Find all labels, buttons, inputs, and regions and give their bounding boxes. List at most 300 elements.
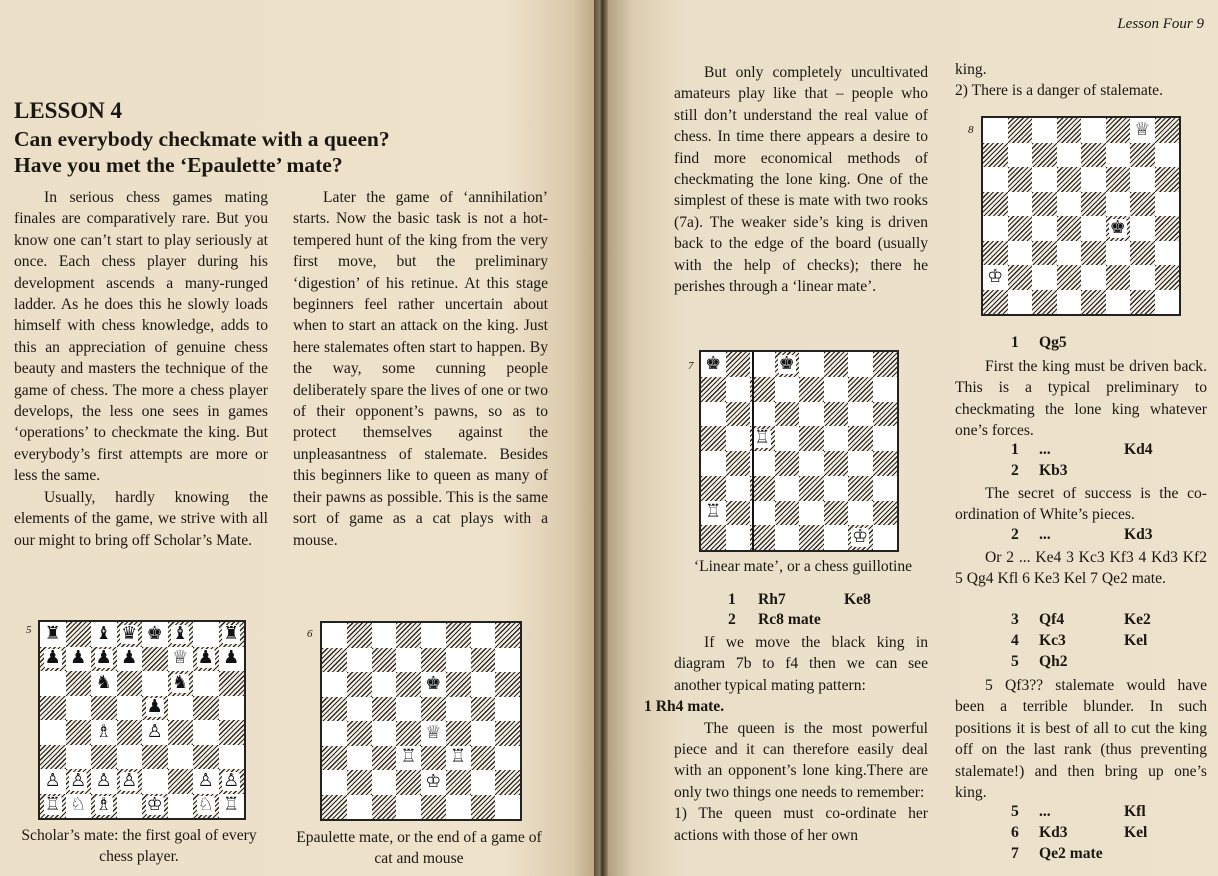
board-square bbox=[322, 648, 347, 673]
column-3-top bbox=[674, 62, 928, 297]
board-square bbox=[117, 769, 143, 794]
move-number: 4 bbox=[1011, 632, 1019, 649]
black-bishop-icon: ♝ bbox=[95, 622, 112, 644]
board-square bbox=[983, 118, 1008, 143]
board-square bbox=[372, 648, 397, 673]
white-move: Kb3 bbox=[1039, 462, 1068, 479]
board-square bbox=[983, 265, 1008, 290]
subtitle-line1: Can everybody checkmate with a queen? bbox=[14, 127, 390, 151]
board-square bbox=[824, 476, 849, 501]
board-square bbox=[446, 746, 471, 771]
board-square bbox=[848, 476, 873, 501]
board-square bbox=[1106, 265, 1131, 290]
board-square bbox=[848, 377, 873, 402]
board-square bbox=[396, 746, 421, 771]
board-square bbox=[799, 476, 824, 501]
board-square bbox=[117, 794, 143, 819]
paragraph: 5 Qf3?? stalemate would have been a terrible blunder. In such positions it is best of all to cut the king off on the last rank (thus preventing stalemate!) and then bring up one’s king. bbox=[955, 677, 1207, 802]
board-square bbox=[1155, 265, 1180, 290]
board-square bbox=[66, 720, 92, 745]
board-square bbox=[142, 696, 168, 721]
white-king-icon: ♔ bbox=[425, 770, 442, 792]
black-rook-icon: ♜ bbox=[223, 622, 240, 644]
board-square bbox=[1032, 192, 1057, 217]
column-4-p6 bbox=[955, 675, 1207, 803]
move-number: 3 bbox=[1011, 611, 1019, 628]
diagram-number: 8 bbox=[968, 124, 974, 136]
chess-diagram-7 bbox=[699, 350, 899, 552]
board-square bbox=[1057, 216, 1082, 241]
move-number: 5 bbox=[1011, 653, 1019, 670]
book-gutter bbox=[594, 0, 608, 876]
board-square bbox=[91, 671, 117, 696]
board-square bbox=[775, 426, 800, 451]
move-number: 2 bbox=[1011, 526, 1019, 543]
black-king-icon: ♚ bbox=[425, 672, 442, 694]
black-pawn-icon: ♟ bbox=[121, 647, 138, 669]
move-number: 1 bbox=[1011, 334, 1019, 351]
board-square bbox=[1008, 290, 1033, 315]
board-square bbox=[495, 770, 520, 795]
board-square bbox=[983, 216, 1008, 241]
white-knight-icon: ♘ bbox=[197, 794, 214, 816]
board-square bbox=[219, 696, 245, 721]
board-square bbox=[372, 795, 397, 820]
board-square bbox=[1057, 143, 1082, 168]
board-square bbox=[396, 770, 421, 795]
board-square bbox=[193, 671, 219, 696]
board-square bbox=[446, 697, 471, 722]
board-square bbox=[848, 426, 873, 451]
board-square bbox=[1081, 167, 1106, 192]
board-square bbox=[726, 525, 751, 550]
board-square bbox=[372, 721, 397, 746]
board-square bbox=[219, 769, 245, 794]
board-square bbox=[873, 451, 898, 476]
board-square bbox=[873, 377, 898, 402]
board-square bbox=[322, 721, 347, 746]
move-number: 1 bbox=[1011, 441, 1019, 458]
board-square bbox=[396, 795, 421, 820]
board-square bbox=[1130, 167, 1155, 192]
board-square bbox=[347, 795, 372, 820]
black-knight-icon: ♞ bbox=[95, 671, 112, 693]
paragraph: Later the game of ‘annihilation’ starts. Now the basic task is not a hot-tempered hunt of the king from the very first move, but the preliminary ‘digestion’ of his retinue. At this stage beginners feel rather uncertain about when to start an attack on the king. Just here stalemates often start to happen. By the way, some cunning people deliberately spare the lives of one or two of their opponent’s pawns, so as to protect themselves against the unpleasantness of stalemate. Besides this beginners like to queen as many of their pawns as possible. This is the same sort of game as a cat plays with a mouse. bbox=[293, 189, 548, 549]
white-knight-icon: ♘ bbox=[70, 794, 87, 816]
paragraph-text: If we move the black king in diagram 7b to f4 then we can see another typical mating pattern: bbox=[674, 634, 928, 694]
board-square bbox=[873, 476, 898, 501]
black-king-icon: ♚ bbox=[705, 352, 722, 374]
move-number: 2 bbox=[728, 611, 736, 628]
black-rook-icon: ♜ bbox=[44, 622, 61, 644]
board-square bbox=[873, 352, 898, 377]
paragraph: The queen is the most powerful piece and it can therefore easily deal with an opponent’s lone king.There are only two things one needs to remember: bbox=[674, 719, 928, 801]
black-pawn-icon: ♟ bbox=[95, 647, 112, 669]
board-square bbox=[396, 648, 421, 673]
board-square bbox=[799, 426, 824, 451]
board-square bbox=[701, 426, 726, 451]
paragraph: First the king must be driven back. This is a typical preliminary to checkmating the lone king whatever one’s forces. bbox=[955, 358, 1207, 440]
white-move: Rc8 mate bbox=[758, 611, 821, 628]
subtitle-line2: Have you met the ‘Epaulette’ mate? bbox=[14, 153, 343, 177]
board-square bbox=[40, 622, 66, 647]
board-square bbox=[421, 672, 446, 697]
board-square bbox=[168, 794, 194, 819]
board-square bbox=[471, 648, 496, 673]
board-square bbox=[1008, 241, 1033, 266]
board-square bbox=[446, 623, 471, 648]
board-square bbox=[117, 671, 143, 696]
board-square bbox=[396, 623, 421, 648]
black-pawn-icon: ♟ bbox=[146, 696, 163, 718]
board-square bbox=[142, 671, 168, 696]
board-square bbox=[396, 697, 421, 722]
board-square bbox=[1032, 216, 1057, 241]
white-move: Kd3 bbox=[1039, 824, 1068, 841]
board-square bbox=[1008, 192, 1033, 217]
paragraph: But only completely uncultivated amateurs play like that – people who still don’t understand the real value of chess. In time there appears a desire to find more economical methods of checkmating the lone king. One of the simplest of these is mate with two rooks (7a). The weaker side’s king is driven back to the edge of the board (usually with the help of checks); there he perishes through a ‘linear mate’. bbox=[674, 64, 928, 296]
board-square bbox=[168, 745, 194, 770]
board-square bbox=[347, 623, 372, 648]
board-square bbox=[117, 720, 143, 745]
board-square bbox=[1130, 118, 1155, 143]
paragraph: 1) The queen must co-ordinate her actions with those of her own bbox=[674, 805, 928, 844]
board-square bbox=[775, 476, 800, 501]
white-move: Qe2 mate bbox=[1039, 845, 1103, 862]
board-square bbox=[421, 721, 446, 746]
board-square bbox=[1155, 143, 1180, 168]
board-square bbox=[495, 795, 520, 820]
board-square bbox=[347, 648, 372, 673]
board-square bbox=[1081, 241, 1106, 266]
board-square bbox=[471, 672, 496, 697]
move-number: 1 bbox=[728, 591, 736, 608]
board-square bbox=[117, 622, 143, 647]
board-square bbox=[66, 647, 92, 672]
board-square bbox=[775, 525, 800, 550]
board-square bbox=[471, 623, 496, 648]
board-square bbox=[396, 721, 421, 746]
board-square bbox=[372, 623, 397, 648]
black-move: Kfl bbox=[1124, 803, 1146, 820]
diagram-number: 6 bbox=[307, 628, 313, 640]
diagram-number: 5 bbox=[26, 624, 32, 636]
board-square bbox=[1106, 118, 1131, 143]
board-square bbox=[848, 352, 873, 377]
board-square bbox=[91, 720, 117, 745]
board-square bbox=[66, 769, 92, 794]
board-square bbox=[1130, 216, 1155, 241]
board-square bbox=[142, 745, 168, 770]
board-square bbox=[848, 402, 873, 427]
paragraph bbox=[644, 632, 928, 718]
board-square bbox=[1008, 118, 1033, 143]
board-square bbox=[219, 794, 245, 819]
board-square bbox=[701, 525, 726, 550]
black-move: Kel bbox=[1124, 632, 1148, 649]
board-square bbox=[322, 746, 347, 771]
board-square bbox=[117, 745, 143, 770]
board-square bbox=[40, 794, 66, 819]
black-move: Kd3 bbox=[1124, 526, 1153, 543]
white-pawn-icon: ♙ bbox=[146, 720, 163, 742]
board-square bbox=[471, 746, 496, 771]
board-square bbox=[1130, 265, 1155, 290]
board-square bbox=[1130, 290, 1155, 315]
black-pawn-icon: ♟ bbox=[223, 647, 240, 669]
board-square bbox=[347, 697, 372, 722]
white-pawn-icon: ♙ bbox=[44, 769, 61, 791]
board-square bbox=[824, 377, 849, 402]
board-square bbox=[40, 745, 66, 770]
board-square bbox=[983, 167, 1008, 192]
board-square bbox=[91, 647, 117, 672]
board-square bbox=[40, 696, 66, 721]
board-square bbox=[1155, 167, 1180, 192]
board-square bbox=[873, 426, 898, 451]
column-1 bbox=[14, 187, 268, 551]
board-square bbox=[1032, 290, 1057, 315]
white-pawn-icon: ♙ bbox=[197, 769, 214, 791]
board-square bbox=[1155, 241, 1180, 266]
white-queen-icon: ♕ bbox=[1134, 118, 1151, 140]
board-square bbox=[983, 290, 1008, 315]
board-square bbox=[91, 769, 117, 794]
board-square bbox=[799, 402, 824, 427]
board-square bbox=[193, 647, 219, 672]
board-square bbox=[1008, 216, 1033, 241]
board-square bbox=[1081, 192, 1106, 217]
board-square bbox=[347, 721, 372, 746]
board-square bbox=[775, 377, 800, 402]
board-square bbox=[701, 402, 726, 427]
board-square bbox=[142, 647, 168, 672]
diagram-caption: ‘Linear mate’, or a chess guillotine bbox=[693, 558, 913, 575]
board-square bbox=[495, 672, 520, 697]
board-square bbox=[775, 501, 800, 526]
paragraph: The secret of success is the co-ordination of White’s pieces. bbox=[955, 485, 1207, 524]
board-square bbox=[1081, 143, 1106, 168]
white-pawn-icon: ♙ bbox=[223, 769, 240, 791]
board-square bbox=[1106, 167, 1131, 192]
board-square bbox=[396, 672, 421, 697]
column-4-p4 bbox=[955, 483, 1207, 526]
board-square bbox=[726, 476, 751, 501]
white-move: Qg5 bbox=[1039, 334, 1067, 351]
paragraph: king. bbox=[955, 61, 987, 78]
board-square bbox=[91, 696, 117, 721]
black-bishop-icon: ♝ bbox=[172, 622, 189, 644]
white-queen-icon: ♕ bbox=[425, 721, 442, 743]
diagram-caption: Epaulette mate, or the end of a game of cat and mouse bbox=[296, 829, 542, 867]
board-square bbox=[983, 143, 1008, 168]
black-pawn-icon: ♟ bbox=[197, 647, 214, 669]
board-square bbox=[142, 720, 168, 745]
white-rook-icon: ♖ bbox=[223, 794, 240, 816]
board-square bbox=[471, 795, 496, 820]
board-square bbox=[799, 377, 824, 402]
board-square bbox=[1057, 167, 1082, 192]
board-square bbox=[40, 720, 66, 745]
board-square bbox=[66, 671, 92, 696]
board-square bbox=[471, 697, 496, 722]
board-square bbox=[1155, 290, 1180, 315]
left-page bbox=[0, 0, 596, 876]
board-square bbox=[322, 672, 347, 697]
board-square bbox=[1081, 118, 1106, 143]
board-square bbox=[446, 648, 471, 673]
board-square bbox=[91, 622, 117, 647]
board-square bbox=[1008, 265, 1033, 290]
board-square bbox=[1057, 241, 1082, 266]
board-square bbox=[701, 451, 726, 476]
board-square bbox=[824, 451, 849, 476]
board-square bbox=[775, 352, 800, 377]
board-square bbox=[322, 697, 347, 722]
board-square bbox=[168, 696, 194, 721]
board-square bbox=[322, 623, 347, 648]
board-square bbox=[824, 426, 849, 451]
black-pawn-icon: ♟ bbox=[44, 647, 61, 669]
move-number: 2 bbox=[1011, 462, 1019, 479]
board-square bbox=[446, 795, 471, 820]
chess-diagram-5 bbox=[38, 620, 246, 820]
white-move: ... bbox=[1039, 803, 1051, 820]
board-square bbox=[848, 451, 873, 476]
diagram-7-divider-line bbox=[752, 352, 754, 550]
board-square bbox=[421, 746, 446, 771]
board-square bbox=[873, 402, 898, 427]
board-square bbox=[91, 745, 117, 770]
column-2 bbox=[293, 187, 548, 551]
board-square bbox=[1130, 143, 1155, 168]
column-4-p5 bbox=[955, 547, 1207, 590]
black-move: Ke8 bbox=[844, 591, 871, 608]
board-square bbox=[495, 623, 520, 648]
board-square bbox=[1008, 167, 1033, 192]
board-square bbox=[219, 720, 245, 745]
board-square bbox=[168, 622, 194, 647]
board-square bbox=[446, 721, 471, 746]
board-square bbox=[1057, 265, 1082, 290]
board-square bbox=[1057, 192, 1082, 217]
white-pawn-icon: ♙ bbox=[95, 769, 112, 791]
board-square bbox=[168, 647, 194, 672]
board-square bbox=[1008, 143, 1033, 168]
board-square bbox=[726, 426, 751, 451]
board-square bbox=[726, 377, 751, 402]
board-square bbox=[701, 352, 726, 377]
white-move: ... bbox=[1039, 441, 1051, 458]
board-square bbox=[117, 647, 143, 672]
black-queen-icon: ♛ bbox=[121, 622, 138, 644]
board-square bbox=[168, 720, 194, 745]
board-square bbox=[848, 525, 873, 550]
board-square bbox=[983, 241, 1008, 266]
move-number: 6 bbox=[1011, 824, 1019, 841]
bold-move: 1 Rh4 mate. bbox=[644, 698, 725, 716]
board-square bbox=[1155, 118, 1180, 143]
board-square bbox=[799, 525, 824, 550]
board-square bbox=[983, 192, 1008, 217]
board-square bbox=[1130, 192, 1155, 217]
board-square bbox=[873, 501, 898, 526]
board-square bbox=[66, 696, 92, 721]
board-square bbox=[824, 402, 849, 427]
board-square bbox=[40, 769, 66, 794]
board-square bbox=[1106, 216, 1131, 241]
board-square bbox=[799, 501, 824, 526]
white-king-icon: ♔ bbox=[146, 794, 163, 816]
board-square bbox=[775, 451, 800, 476]
board-square bbox=[322, 795, 347, 820]
board-square bbox=[799, 352, 824, 377]
black-king-icon: ♚ bbox=[1109, 216, 1126, 238]
board-square bbox=[446, 672, 471, 697]
board-square bbox=[40, 647, 66, 672]
chess-diagram-8 bbox=[981, 116, 1181, 316]
board-square bbox=[421, 648, 446, 673]
board-square bbox=[799, 451, 824, 476]
board-square bbox=[66, 745, 92, 770]
board-square bbox=[1081, 265, 1106, 290]
board-square bbox=[193, 769, 219, 794]
board-square bbox=[142, 794, 168, 819]
board-square bbox=[726, 501, 751, 526]
chess-diagram-6 bbox=[320, 621, 522, 821]
board-square bbox=[219, 622, 245, 647]
board-square bbox=[347, 672, 372, 697]
white-rook-icon: ♖ bbox=[754, 427, 771, 449]
board-square bbox=[495, 648, 520, 673]
white-bishop-icon: ♗ bbox=[95, 794, 112, 816]
board-square bbox=[219, 745, 245, 770]
board-square bbox=[701, 501, 726, 526]
board-square bbox=[372, 697, 397, 722]
white-rook-icon: ♖ bbox=[400, 746, 417, 768]
board-square bbox=[495, 721, 520, 746]
board-square bbox=[117, 696, 143, 721]
board-square bbox=[219, 671, 245, 696]
board-square bbox=[495, 746, 520, 771]
board-square bbox=[1106, 241, 1131, 266]
black-king-icon: ♚ bbox=[146, 622, 163, 644]
board-square bbox=[193, 794, 219, 819]
running-header: Lesson Four 9 bbox=[1117, 16, 1204, 32]
board-square bbox=[471, 721, 496, 746]
board-square bbox=[1106, 143, 1131, 168]
board-square bbox=[446, 770, 471, 795]
black-move: Kd4 bbox=[1124, 441, 1153, 458]
board-square bbox=[775, 402, 800, 427]
board-square bbox=[1155, 216, 1180, 241]
black-move: Ke2 bbox=[1124, 611, 1151, 628]
black-king-icon: ♚ bbox=[778, 352, 795, 374]
white-rook-icon: ♖ bbox=[44, 794, 61, 816]
column-3-bottom bbox=[644, 632, 928, 846]
board-square bbox=[91, 794, 117, 819]
board-square bbox=[193, 622, 219, 647]
paragraph: Usually, hardly knowing the elements of the game, we strive with all our might to bring off Scholar’s Mate. bbox=[14, 488, 268, 549]
board-square bbox=[1032, 143, 1057, 168]
white-king-icon: ♔ bbox=[987, 265, 1004, 287]
board-square bbox=[1032, 167, 1057, 192]
board-square bbox=[701, 476, 726, 501]
board-square bbox=[421, 770, 446, 795]
board-square bbox=[1081, 290, 1106, 315]
board-square bbox=[372, 770, 397, 795]
white-bishop-icon: ♗ bbox=[95, 720, 112, 742]
